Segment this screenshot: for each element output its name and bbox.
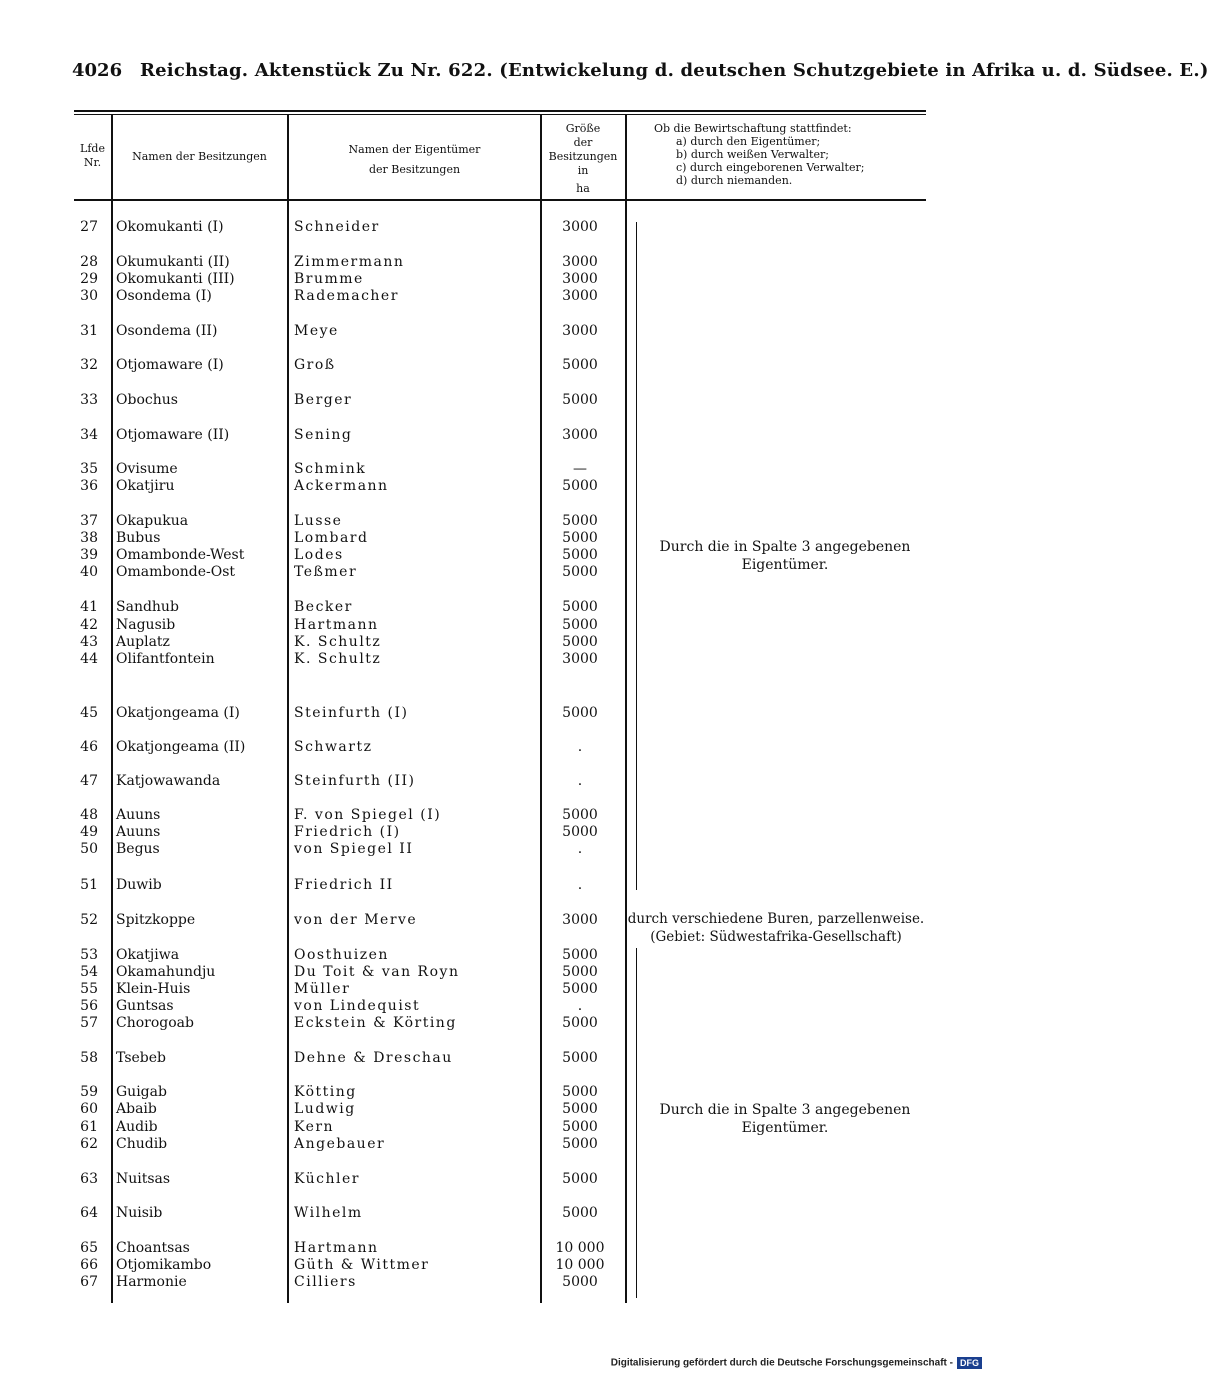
table-row	[74, 980, 634, 998]
row-number: 47	[80, 773, 98, 789]
header-size	[541, 122, 625, 196]
header-nr	[74, 142, 111, 170]
property-size: 5000	[562, 357, 598, 373]
property-name: Ovisume	[116, 461, 178, 477]
owner-name: Schneider	[294, 219, 380, 235]
header-name-text: Namen der Besitzungen	[132, 150, 267, 163]
table-row	[74, 218, 634, 236]
owner-name: von der Merve	[294, 912, 418, 928]
owner-name: Meye	[294, 323, 339, 339]
row-number: 53	[80, 947, 98, 963]
owner-name: Güth & Wittmer	[294, 1257, 430, 1273]
property-size: .	[577, 998, 583, 1014]
property-size: 5000	[562, 807, 598, 823]
property-name: Chorogoab	[116, 1015, 194, 1031]
property-name: Guigab	[116, 1084, 167, 1100]
property-name: Duwib	[116, 877, 162, 893]
table-row	[74, 1256, 634, 1274]
owner-name: Steinfurth (I)	[294, 705, 409, 721]
remark-spitzkoppe-line2: (Gebiet: Südwestafrika-Gesellschaft)	[650, 929, 902, 945]
table-row	[74, 477, 634, 495]
page-title: Reichstag. Aktenstück Zu Nr. 622. (Entwickelung d. deutschen Schutzgebiete in Afrika u. d. Südsee. E.)	[140, 60, 1209, 81]
owner-name: Steinfurth (II)	[294, 773, 416, 789]
property-name: Choantsas	[116, 1240, 190, 1256]
property-size: 5000	[562, 1101, 598, 1117]
owner-name: Friedrich II	[294, 877, 394, 893]
property-size: 3000	[562, 254, 598, 270]
property-name: Bubus	[116, 530, 161, 546]
remark-group1	[640, 538, 930, 574]
table-row	[74, 963, 634, 981]
property-name: Audib	[116, 1119, 158, 1135]
row-number: 49	[80, 824, 98, 840]
property-size: —	[573, 461, 587, 477]
row-number: 39	[80, 547, 98, 563]
property-size: 5000	[562, 1274, 598, 1290]
property-size: 3000	[562, 219, 598, 235]
property-size: 5000	[562, 1136, 598, 1152]
table-row	[74, 1049, 634, 1067]
owner-name: Friedrich (I)	[294, 824, 401, 840]
property-size: 3000	[562, 912, 598, 928]
dfg-logo-icon: DFG	[957, 1357, 982, 1369]
property-name: Otjomikambo	[116, 1257, 212, 1273]
property-name: Otjomaware (I)	[116, 357, 224, 373]
property-name: Omambonde-West	[116, 547, 245, 563]
table-row	[74, 1118, 634, 1136]
header-management	[630, 122, 926, 187]
row-number: 29	[80, 271, 98, 287]
table-row	[74, 1083, 634, 1101]
property-name: Okatjiru	[116, 478, 175, 494]
header-name	[112, 150, 287, 164]
table-row	[74, 633, 634, 651]
table-row	[74, 322, 634, 340]
owner-name: Zimmermann	[294, 254, 405, 270]
property-size: 5000	[562, 947, 598, 963]
owner-name: Küchler	[294, 1171, 360, 1187]
owner-name: Lombard	[294, 530, 369, 546]
property-size: 5000	[562, 705, 598, 721]
property-name: Omambonde-Ost	[116, 564, 236, 580]
property-size: 5000	[562, 530, 598, 546]
owner-name: Schmink	[294, 461, 367, 477]
property-name: Nagusib	[116, 617, 176, 633]
property-size: 5000	[562, 392, 598, 408]
owner-name: Kötting	[294, 1084, 357, 1100]
property-name: Osondema (II)	[116, 323, 218, 339]
property-size: 5000	[562, 1119, 598, 1135]
property-name: Begus	[116, 841, 160, 857]
property-name: Harmonie	[116, 1274, 187, 1290]
row-number: 64	[80, 1205, 98, 1221]
remark-group2-line2: Eigentümer.	[741, 1120, 829, 1136]
remark-group2-line1: Durch die in Spalte 3 angegebenen	[659, 1102, 911, 1118]
table-row	[74, 704, 634, 722]
property-size: 5000	[562, 599, 598, 615]
row-number: 28	[80, 254, 98, 270]
property-size: 5000	[562, 1050, 598, 1066]
owner-name: Groß	[294, 357, 336, 373]
table-row	[74, 253, 634, 271]
table-row	[74, 460, 634, 478]
row-number: 52	[80, 912, 98, 928]
header-size-line4: in	[577, 164, 589, 177]
table-row	[74, 1100, 634, 1118]
property-size: 5000	[562, 981, 598, 997]
owner-name: Brumme	[294, 271, 364, 287]
row-number: 59	[80, 1084, 98, 1100]
top-rule-thin	[74, 114, 926, 115]
table-row	[74, 1170, 634, 1188]
owner-name: K. Schultz	[294, 634, 382, 650]
property-name: Klein-Huis	[116, 981, 191, 997]
remark-spitzkoppe	[626, 910, 926, 946]
row-number: 51	[80, 877, 98, 893]
table-row	[74, 598, 634, 616]
property-name: Okumukanti (II)	[116, 254, 230, 270]
row-number: 46	[80, 739, 98, 755]
property-size: .	[577, 773, 583, 789]
footer	[611, 1357, 982, 1369]
table-row	[74, 738, 634, 756]
property-size: 5000	[562, 564, 598, 580]
table-row	[74, 876, 634, 894]
table-row	[74, 616, 634, 634]
table-row	[74, 823, 634, 841]
property-name: Okomukanti (I)	[116, 219, 224, 235]
header-size-line5: ha	[576, 182, 590, 195]
property-name: Guntsas	[116, 998, 174, 1014]
property-size: 5000	[562, 1084, 598, 1100]
table-row	[74, 529, 634, 547]
property-size: 5000	[562, 1015, 598, 1031]
row-number: 43	[80, 634, 98, 650]
property-name: Katjowawanda	[116, 773, 221, 789]
property-name: Sandhub	[116, 599, 179, 615]
row-number: 62	[80, 1136, 98, 1152]
row-number: 55	[80, 981, 98, 997]
row-number: 66	[80, 1257, 98, 1273]
property-name: Okapukua	[116, 513, 189, 529]
table-row	[74, 772, 634, 790]
property-size: 3000	[562, 271, 598, 287]
property-name: Okatjiwa	[116, 947, 180, 963]
remark-group1-line2: Eigentümer.	[741, 557, 829, 573]
table-row	[74, 1204, 634, 1222]
property-size: 3000	[562, 288, 598, 304]
owner-name: Müller	[294, 981, 351, 997]
header-bottom-rule	[74, 199, 926, 201]
property-name: Okatjongeama (I)	[116, 705, 240, 721]
row-number: 27	[80, 219, 98, 235]
property-size: .	[577, 739, 583, 755]
property-size: 5000	[562, 547, 598, 563]
property-name: Nuitsas	[116, 1171, 171, 1187]
table-row	[74, 1014, 634, 1032]
row-number: 34	[80, 427, 98, 443]
property-size: 3000	[562, 323, 598, 339]
row-number: 54	[80, 964, 98, 980]
row-number: 56	[80, 998, 98, 1014]
row-number: 45	[80, 705, 98, 721]
owner-name: K. Schultz	[294, 651, 382, 667]
owner-name: Cilliers	[294, 1274, 357, 1290]
owner-name: Becker	[294, 599, 353, 615]
property-name: Obochus	[116, 392, 178, 408]
remark-group2	[640, 1101, 930, 1137]
owner-name: Ackermann	[294, 478, 389, 494]
table-row	[74, 270, 634, 288]
property-size: 10 000	[555, 1240, 605, 1256]
owner-name: F. von Spiegel (I)	[294, 807, 442, 823]
table-row	[74, 356, 634, 374]
row-number: 31	[80, 323, 98, 339]
table-row	[74, 840, 634, 858]
row-number: 40	[80, 564, 98, 580]
row-number: 61	[80, 1119, 98, 1135]
owner-name: Du Toit & van Royn	[294, 964, 460, 980]
table-row	[74, 1135, 634, 1153]
owner-name: Wilhelm	[294, 1205, 363, 1221]
property-name: Okamahundju	[116, 964, 216, 980]
property-size: .	[577, 877, 583, 893]
row-number: 48	[80, 807, 98, 823]
row-number: 36	[80, 478, 98, 494]
property-size: 5000	[562, 964, 598, 980]
header-management-line3: b) durch weißen Verwalter;	[676, 148, 829, 161]
owner-name: Eckstein & Körting	[294, 1015, 457, 1031]
row-number: 65	[80, 1240, 98, 1256]
table-row	[74, 426, 634, 444]
row-number: 63	[80, 1171, 98, 1187]
property-name: Otjomaware (II)	[116, 427, 230, 443]
property-size: 5000	[562, 634, 598, 650]
property-size: 3000	[562, 427, 598, 443]
table-row	[74, 1273, 634, 1291]
owner-name: Teßmer	[294, 564, 358, 580]
owner-name: Angebauer	[294, 1136, 386, 1152]
row-number: 33	[80, 392, 98, 408]
table-row	[74, 650, 634, 668]
owner-name: Dehne & Dreschau	[294, 1050, 453, 1066]
header-nr-line2: Nr.	[83, 156, 102, 169]
property-size: .	[577, 841, 583, 857]
table-row	[74, 1239, 634, 1257]
property-size: 5000	[562, 478, 598, 494]
remark-spitzkoppe-line1: durch verschiedene Buren, parzellenweise.	[627, 911, 925, 927]
property-size: 5000	[562, 1205, 598, 1221]
owner-name: Berger	[294, 392, 353, 408]
property-name: Osondema (I)	[116, 288, 212, 304]
property-name: Tsebeb	[116, 1050, 166, 1066]
property-name: Chudib	[116, 1136, 168, 1152]
table-row	[74, 391, 634, 409]
header-size-line1: Größe	[565, 122, 601, 135]
header-owner-line2: der Besitzungen	[368, 163, 461, 176]
owner-name: Oosthuizen	[294, 947, 389, 963]
table-row	[74, 287, 634, 305]
owner-name: Schwartz	[294, 739, 373, 755]
owner-name: von Lindequist	[294, 998, 421, 1014]
owner-name: Kern	[294, 1119, 335, 1135]
owner-name: Hartmann	[294, 617, 379, 633]
header-size-line2: der	[573, 136, 593, 149]
table-row	[74, 997, 634, 1015]
footer-text: Digitalisierung gefördert durch die Deutsche Forschungsgemeinschaft -	[610, 1357, 953, 1369]
row-number: 41	[80, 599, 98, 615]
property-name: Auplatz	[116, 634, 170, 650]
header-size-line3: Besitzungen	[548, 150, 618, 163]
row-number: 38	[80, 530, 98, 546]
header-owner	[289, 140, 540, 180]
header-management-line2: a) durch den Eigentümer;	[676, 135, 821, 148]
property-size: 10 000	[555, 1257, 605, 1273]
page-header	[72, 60, 1209, 86]
table-row	[74, 512, 634, 530]
top-rule	[74, 110, 926, 112]
table-row	[74, 946, 634, 964]
property-name: Auuns	[116, 807, 161, 823]
owner-name: Lodes	[294, 547, 344, 563]
row-number: 58	[80, 1050, 98, 1066]
row-number: 37	[80, 513, 98, 529]
property-name: Okatjongeama (II)	[116, 739, 246, 755]
property-size: 5000	[562, 1171, 598, 1187]
row-number: 50	[80, 841, 98, 857]
header-management-line5: d) durch niemanden.	[676, 174, 793, 187]
table-row	[74, 911, 634, 929]
remark-group1-line1: Durch die in Spalte 3 angegebenen	[659, 539, 911, 555]
property-size: 5000	[562, 824, 598, 840]
header-nr-line1: Lfde	[80, 142, 105, 155]
row-number: 57	[80, 1015, 98, 1031]
property-size: 5000	[562, 617, 598, 633]
property-name: Olifantfontein	[116, 651, 215, 667]
row-number: 30	[80, 288, 98, 304]
row-number: 67	[80, 1274, 98, 1290]
table-row	[74, 563, 634, 581]
row-number: 42	[80, 617, 98, 633]
page-number: 4026	[72, 60, 123, 81]
owner-name: Ludwig	[294, 1101, 356, 1117]
table-row	[74, 806, 634, 824]
property-name: Auuns	[116, 824, 161, 840]
property-size: 3000	[562, 651, 598, 667]
owner-name: Lusse	[294, 513, 343, 529]
header-management-line1: Ob die Bewirtschaftung stattfindet:	[654, 122, 852, 135]
owner-name: von Spiegel II	[294, 841, 414, 857]
row-number: 44	[80, 651, 98, 667]
property-name: Okomukanti (III)	[116, 271, 235, 287]
property-name: Nuisib	[116, 1205, 163, 1221]
row-number: 32	[80, 357, 98, 373]
owner-name: Sening	[294, 427, 353, 443]
property-name: Abaib	[116, 1101, 157, 1117]
header-management-line4: c) durch eingeborenen Verwalter;	[676, 161, 865, 174]
row-number: 35	[80, 461, 98, 477]
row-number: 60	[80, 1101, 98, 1117]
property-size: 5000	[562, 513, 598, 529]
header-owner-line1: Namen der Eigentümer	[348, 143, 481, 156]
property-name: Spitzkoppe	[116, 912, 196, 928]
owner-name: Hartmann	[294, 1240, 379, 1256]
table-row	[74, 546, 634, 564]
owner-name: Rademacher	[294, 288, 399, 304]
